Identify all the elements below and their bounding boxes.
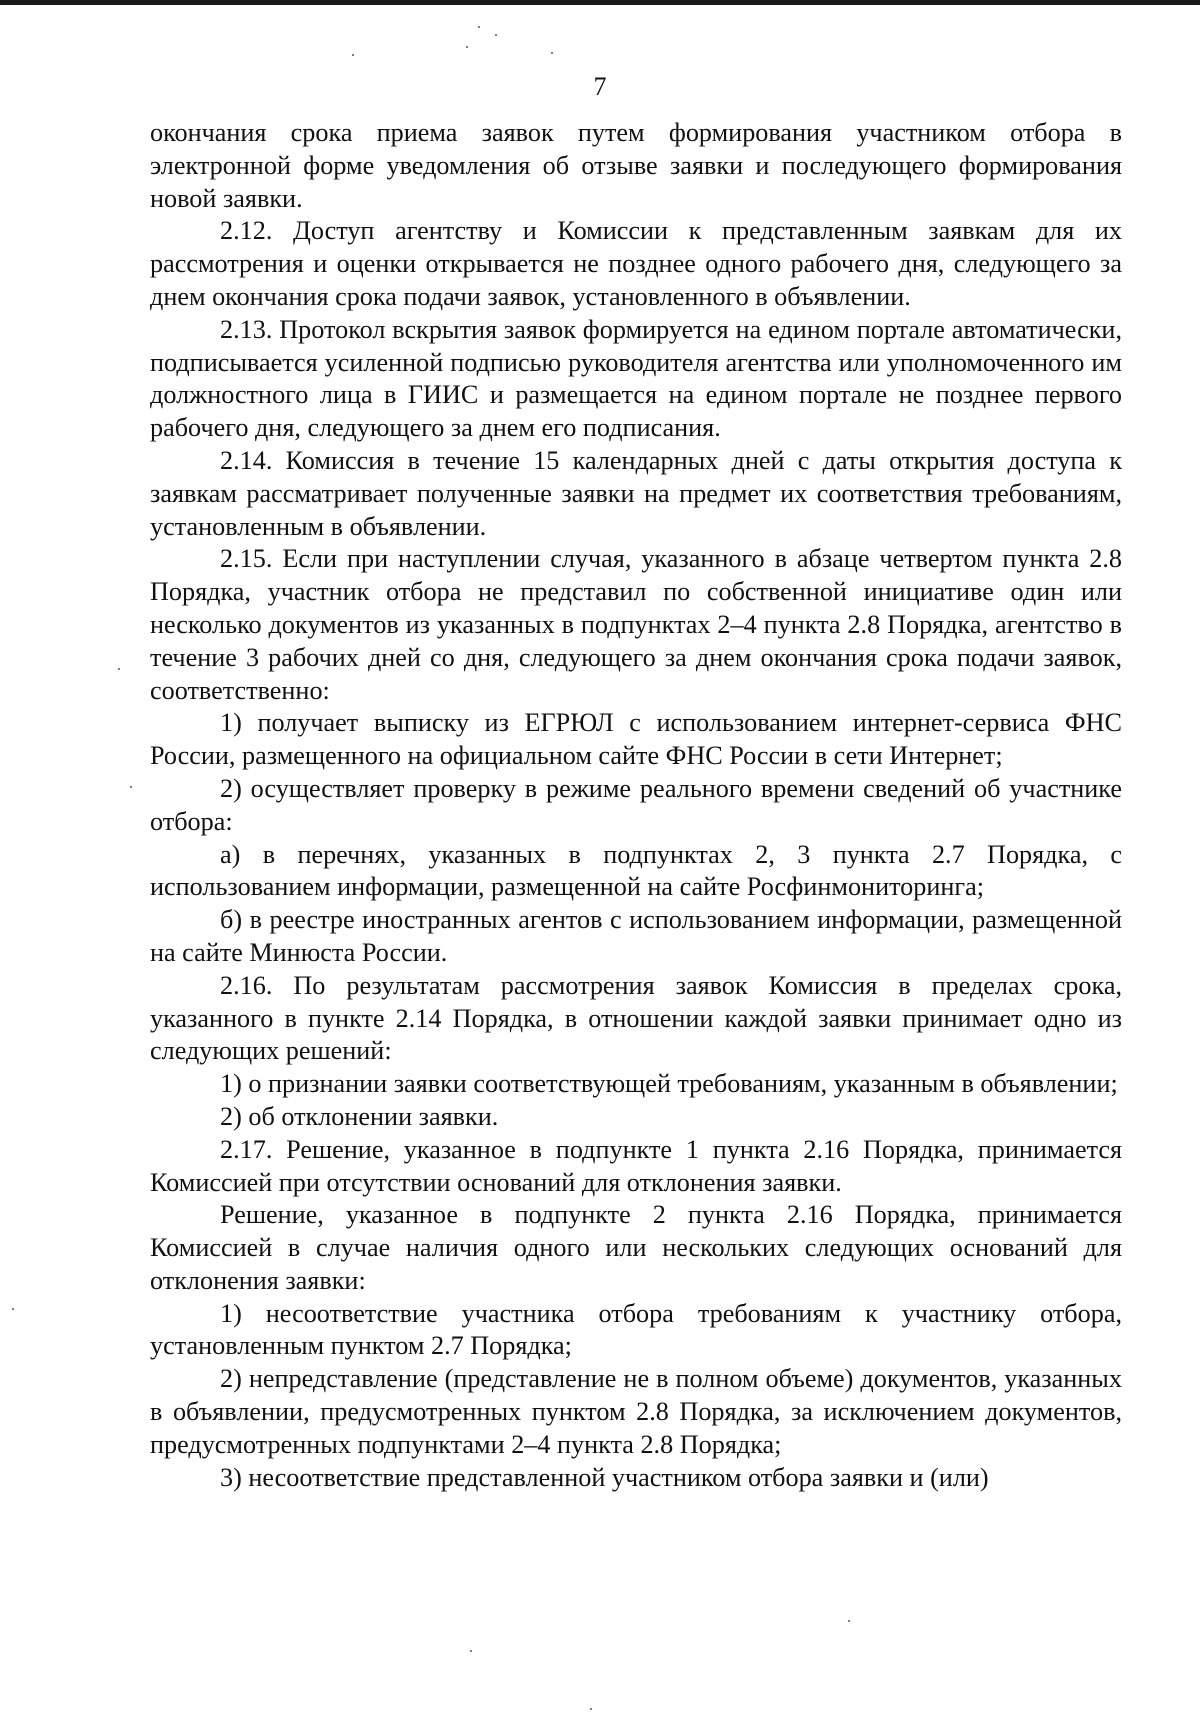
scan-speck — [466, 46, 468, 48]
paragraph: 2.13. Протокол вскрытия заявок формируется на едином портале автоматически, подписывается усиленной подписью руководителя агентства или уполномоченного им должностного лица в ГИИС и размещается на едином портале не позднее первого рабочего дня, следующего за днем его подписания. — [150, 314, 1122, 443]
paragraph: б) в реестре иностранных агентов с использованием информации, размещенной на сайте Минюста России. — [150, 905, 1122, 967]
paragraph: 2.14. Комиссия в течение 15 календарных дней с даты открытия доступа к заявкам рассматривает полученные заявки на предмет их соответствия требованиям, установленным в объявлении. — [150, 445, 1122, 541]
scan-speck — [118, 668, 120, 670]
scan-speck — [470, 1650, 472, 1652]
document-body — [150, 117, 1122, 1494]
paragraph: 2) об отклонении заявки. — [220, 1101, 499, 1131]
scan-speck — [848, 1620, 850, 1622]
paragraph: а) в перечнях, указанных в подпунктах 2, 3 пункта 2.7 Порядка, с использованием информации, размещенной на сайте Росфинмониторинга; — [150, 839, 1122, 902]
scan-speck — [12, 1308, 14, 1310]
paragraph: 2.15. Если при наступлении случая, указанного в абзаце четвертом пункта 2.8 Порядка, участник отбора не представил по собственной инициативе один или несколько документов из указанных в подпунктах 2–4 пункта 2.8 Порядка, агентство в течение 3 рабочих дней со дня, следующего за днем окончания срока подачи заявок, соответственно: — [150, 544, 1122, 705]
paragraph: 2.17. Решение, указанное в подпункте 1 пункта 2.16 Порядка, принимается Комиссией при отсутствии оснований для отклонения заявки. — [150, 1134, 1122, 1197]
scan-speck — [495, 34, 497, 36]
scan-top-edge — [0, 0, 1200, 5]
paragraph: 2.16. По результатам рассмотрения заявок Комиссия в пределах срока, указанного в пункте 2.14 Порядка, в отношении каждой заявки принимает одно из следующих решений: — [150, 970, 1122, 1066]
paragraph: Решение, указанное в подпункте 2 пункта 2.16 Порядка, принимается Комиссией в случае наличия одного или нескольких следующих оснований для отклонения заявки: — [150, 1200, 1122, 1295]
paragraph: 3) несоответствие представленной участником отбора заявки и (или) — [220, 1462, 989, 1492]
scan-speck — [352, 54, 354, 56]
paragraph: 2.12. Доступ агентству и Комиссии к представленным заявкам для их рассмотрения и оценки открывается не позднее одного рабочего дня, следующего за днем окончания срока подачи заявок, установленного в объявлении. — [150, 216, 1122, 311]
paragraph: 1) получает выписку из ЕГРЮЛ с использованием интернет-сервиса ФНС России, размещенного на официальном сайте ФНС России в сети Интернет; — [150, 708, 1122, 771]
paragraph: 2) непредставление (представление не в полном объеме) документов, указанных в объявлении, предусмотренных пунктом 2.8 Порядка, за исключением документов, предусмотренных подпунктами 2–4 пункта 2.8 Порядка; — [150, 1364, 1122, 1459]
paragraph: окончания срока приема заявок путем формирования участником отбора в электронной форме уведомления об отзыве заявки и последующего формирования новой заявки. — [150, 118, 1122, 213]
scan-speck — [590, 1708, 592, 1710]
paragraph: 2) осуществляет проверку в режиме реального времени сведений об участнике отбора: — [150, 773, 1122, 836]
page-number: 7 — [593, 72, 607, 101]
scan-speck — [130, 786, 132, 788]
scan-speck — [478, 26, 480, 28]
scan-speck — [551, 52, 553, 54]
paragraph: 1) несоответствие участника отбора требованиям к участнику отбора, установленным пунктом 2.7 Порядка; — [150, 1298, 1122, 1361]
paragraph: 1) о признании заявки соответствующей требованиям, указанным в объявлении; — [220, 1069, 1118, 1099]
